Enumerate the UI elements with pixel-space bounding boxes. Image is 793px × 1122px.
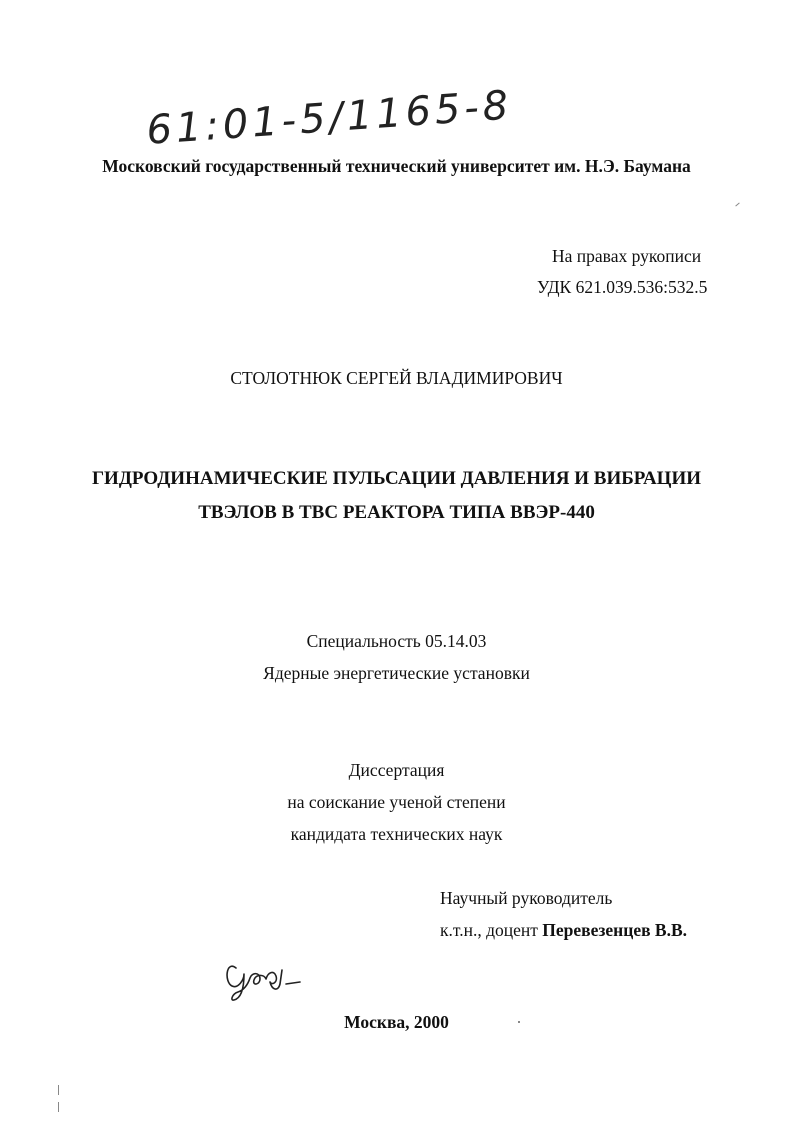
- title-line-1: ГИДРОДИНАМИЧЕСКИЕ ПУЛЬСАЦИИ ДАВЛЕНИЯ И ВИБРАЦИИ: [91, 468, 702, 489]
- dissertation-block: [0, 754, 793, 850]
- stray-mark: [735, 203, 739, 207]
- handwritten-signature: [222, 946, 342, 1006]
- dissertation-line-1: Диссертация: [348, 760, 445, 780]
- dissertation-title: [0, 462, 793, 530]
- udc-code: УДК 621.039.536:532.5: [537, 277, 708, 297]
- margin-mark: [58, 1085, 59, 1095]
- stray-dot: [518, 1021, 520, 1023]
- specialty-name: Ядерные энергетические установки: [263, 663, 530, 683]
- supervisor-degree: к.т.н., доцент: [440, 920, 543, 940]
- manuscript-block: [537, 241, 707, 303]
- university-name: Московский государственный технический университет им. Н.Э. Баумана: [102, 156, 691, 176]
- supervisor-name: Перевезенцев В.В.: [542, 920, 688, 940]
- supervisor-label: Научный руководитель: [440, 888, 613, 908]
- dissertation-line-2: на соискание ученой степени: [287, 792, 506, 812]
- city-year: Москва, 2000: [344, 1012, 449, 1032]
- dissertation-line-3: кандидата технических наук: [290, 824, 503, 844]
- specialty-code: Специальность 05.14.03: [306, 631, 487, 651]
- title-line-2: ТВЭЛОВ В ТВС РЕАКТОРА ТИПА ВВЭР-440: [198, 502, 595, 523]
- supervisor-info: [440, 914, 687, 946]
- manuscript-note: На правах рукописи: [552, 246, 702, 266]
- supervisor-block: [440, 882, 687, 946]
- specialty-block: [0, 625, 793, 689]
- margin-mark: [58, 1102, 59, 1112]
- handwritten-archive-code: 61:01-5/1165-8: [145, 82, 514, 154]
- author-name: СТОЛОТНЮК СЕРГЕЙ ВЛАДИМИРОВИЧ: [230, 368, 563, 388]
